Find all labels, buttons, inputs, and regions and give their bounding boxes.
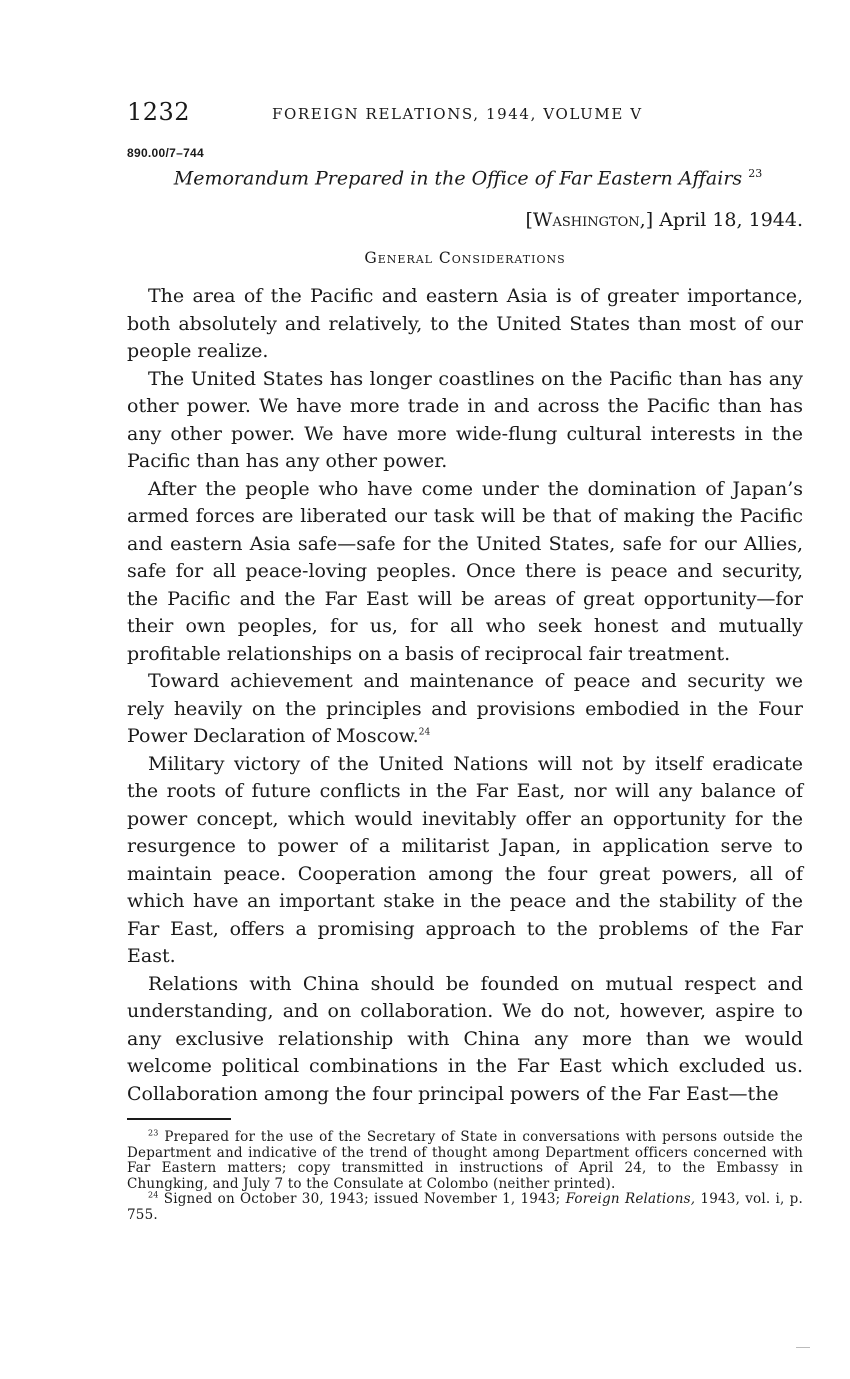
page-header [127, 98, 803, 132]
footnote-number: 23 [148, 1128, 159, 1138]
footnote-text-end: 1943, vol. i, p. 755. [127, 1191, 803, 1223]
footnote-text: Prepared for the use of the Secretary of State in conversations with persons outside the Department and indicative of the trend of thought among Department officers concerned with Far Eastern matters; copy transmitted in instructions of April 24, to the Embassy in Chungking, and July 7 to the Consulate at Colombo (neither printed). [127, 1129, 803, 1192]
file-number: 890.00/7–744 [127, 146, 205, 160]
footnote-number: 24 [148, 1190, 159, 1200]
running-title: FOREIGN RELATIONS, 1944, VOLUME V [272, 105, 643, 123]
footnote-ref-23: 23 [748, 167, 763, 180]
paragraph: The area of the Pacific and eastern Asia is of greater importance, both absolutely and relatively, to the United States than most of our people realize. [127, 285, 803, 363]
page-number: 1232 [127, 98, 191, 126]
paragraph [127, 668, 803, 751]
paragraph: After the people who have come under the domination of Japan’s armed forces are liberated our task will be that of making the Pacific and eastern Asia safe—safe for the United States, safe for our Allies, safe for all peace-loving peoples. Once there is peace and security, the Pacific and the Far East will be areas of great opportunity—for their own peoples, for us, for all who seek honest and mutually profitable relationships on a basis of reciprocal fair treatment. [127, 477, 803, 665]
footnote-text: Signed on October 30, 1943; issued November 1, 1943; [163, 1191, 561, 1208]
footnotes [127, 1130, 803, 1223]
scan-mark [796, 1347, 810, 1349]
footnote-23 [127, 1130, 803, 1192]
footnote-24 [127, 1192, 803, 1223]
dateline-date: April 18, 1944. [659, 209, 803, 232]
body-text [127, 283, 803, 1108]
footnote-ref-24: 24 [418, 728, 431, 738]
document-title [127, 167, 803, 189]
paragraph: Military victory of the United Nations will not by itself eradicate the roots of future conflicts in the Far East, nor will any balance of power concept, which would inevitably offer an opportunity for the resurgence to power of a militarist Japan, in application serve to maintain peace. Cooperation among the four great powers, all of which have an important stake in the peace and the stability of the Far East, offers a promising approach to the problems of the Far East. [127, 752, 803, 968]
footnote-divider [127, 1118, 231, 1120]
footnote-italic-title: Foreign Relations, [565, 1191, 696, 1208]
paragraph: Relations with China should be founded on mutual respect and understanding, and on collaboration. We do not, however, aspire to any exclusive relationship with China any more than we would welcome political combinations in the Far East which excluded us. Collaboration among the four principal powers of the Far East—the [127, 972, 803, 1105]
page-content [127, 98, 803, 1223]
paragraph-text: Toward achievement and maintenance of peace and security we rely heavily on the principles and provisions embodied in the Four Power Declaration of Moscow. [127, 670, 803, 748]
paragraph: The United States has longer coastlines on the Pacific than has any other power. We have more trade in and across the Pacific than has any other power. We have more wide-flung cultural interests in the Pacific than has any other power. [127, 367, 803, 473]
dateline-place: [Washington,] [525, 209, 654, 232]
document-title-text: Memorandum Prepared in the Office of Far Eastern Affairs [173, 167, 743, 190]
section-heading: General Considerations [364, 249, 566, 268]
dateline [127, 209, 803, 231]
